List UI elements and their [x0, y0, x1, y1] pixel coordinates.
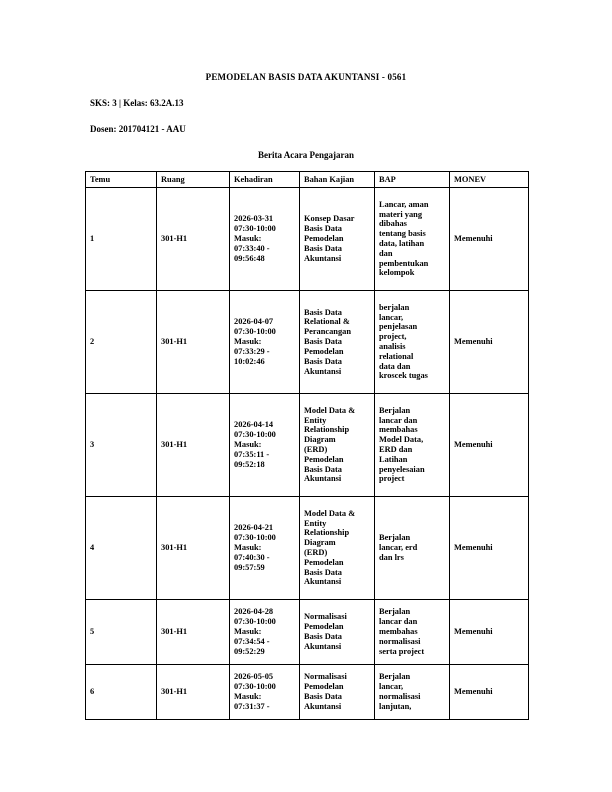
table-header-row — [86, 172, 529, 188]
cell-monev: Memenuhi — [450, 497, 529, 600]
cell-bahan-kajian: Basis Data Relational & Perancangan Basis Data Pemodelan Basis Data Akuntansi — [300, 291, 375, 394]
cell-temu: 2 — [86, 291, 157, 394]
cell-kehadiran: 2026-04-07 07:30-10:00 Masuk: 07:33:29 - 10:02:46 — [230, 291, 300, 394]
header-ruang: Ruang — [157, 172, 230, 188]
cell-kehadiran: 2026-04-28 07:30-10:00 Masuk: 07:34:54 - 09:52:29 — [230, 600, 300, 665]
table-row — [86, 497, 529, 600]
cell-monev: Memenuhi — [450, 394, 529, 497]
cell-bap: Berjalan lancar dan membahas normalisasi serta project — [375, 600, 450, 665]
cell-bahan-kajian: Model Data & Entity Relationship Diagram (ERD) Pemodelan Basis Data Akuntansi — [300, 394, 375, 497]
cell-ruang: 301-H1 — [157, 600, 230, 665]
cell-bahan-kajian: Konsep Dasar Basis Data Pemodelan Basis Data Akuntansi — [300, 188, 375, 291]
cell-kehadiran: 2026-04-14 07:30-10:00 Masuk: 07:35:11 - 09:52:18 — [230, 394, 300, 497]
header-temu: Temu — [86, 172, 157, 188]
header-bahan-kajian: Bahan Kajian — [300, 172, 375, 188]
cell-bahan-kajian: Normalisasi Pemodelan Basis Data Akuntansi — [300, 600, 375, 665]
cell-bahan-kajian: Normalisasi Pemodelan Basis Data Akuntansi — [300, 665, 375, 720]
cell-monev: Memenuhi — [450, 188, 529, 291]
doc-title: PEMODELAN BASIS DATA AKUNTANSI - 0561 — [205, 72, 407, 82]
cell-temu: 5 — [86, 600, 157, 665]
cell-bahan-kajian: Model Data & Entity Relationship Diagram (ERD) Pemodelan Basis Data Akuntansi — [300, 497, 375, 600]
cell-bap: Berjalan lancar dan membahas Model Data, ERD dan Latihan penyelesaian project — [375, 394, 450, 497]
cell-temu: 3 — [86, 394, 157, 497]
table-row — [86, 394, 529, 497]
header-monev: MONEV — [450, 172, 529, 188]
cell-bap: Berjalan lancar, normalisasi lanjutan, — [375, 665, 450, 720]
cell-bap: Lancar, aman materi yang dibahas tentang basis data, latihan dan pembentukan kelompok — [375, 188, 450, 291]
table-row — [86, 291, 529, 394]
cell-temu: 4 — [86, 497, 157, 600]
cell-temu: 6 — [86, 665, 157, 720]
table-row — [86, 188, 529, 291]
cell-bap: berjalan lancar, penjelasan project, analisis relational data dan kroscek tugas — [375, 291, 450, 394]
cell-monev: Memenuhi — [450, 600, 529, 665]
cell-ruang: 301-H1 — [157, 291, 230, 394]
header-kehadiran: Kehadiran — [230, 172, 300, 188]
table-row — [86, 600, 529, 665]
section-title: Berita Acara Pengajaran — [258, 150, 354, 160]
cell-kehadiran: 2026-03-31 07:30-10:00 Masuk: 07:33:40 - 09:56:48 — [230, 188, 300, 291]
cell-ruang: 301-H1 — [157, 665, 230, 720]
table-row — [86, 665, 529, 720]
cell-ruang: 301-H1 — [157, 188, 230, 291]
cell-kehadiran: 2026-05-05 07:30-10:00 Masuk: 07:31:37 - — [230, 665, 300, 720]
cell-monev: Memenuhi — [450, 665, 529, 720]
cell-monev: Memenuhi — [450, 291, 529, 394]
sks-kelas-line: SKS: 3 | Kelas: 63.2A.13 — [90, 98, 184, 108]
dosen-line: Dosen: 201704121 - AAU — [90, 124, 186, 134]
cell-ruang: 301-H1 — [157, 394, 230, 497]
header-bap: BAP — [375, 172, 450, 188]
cell-ruang: 301-H1 — [157, 497, 230, 600]
berita-acara-table — [85, 171, 529, 720]
cell-bap: Berjalan lancar, erd dan lrs — [375, 497, 450, 600]
cell-temu: 1 — [86, 188, 157, 291]
cell-kehadiran: 2026-04-21 07:30-10:00 Masuk: 07:40:30 - 09:57:59 — [230, 497, 300, 600]
